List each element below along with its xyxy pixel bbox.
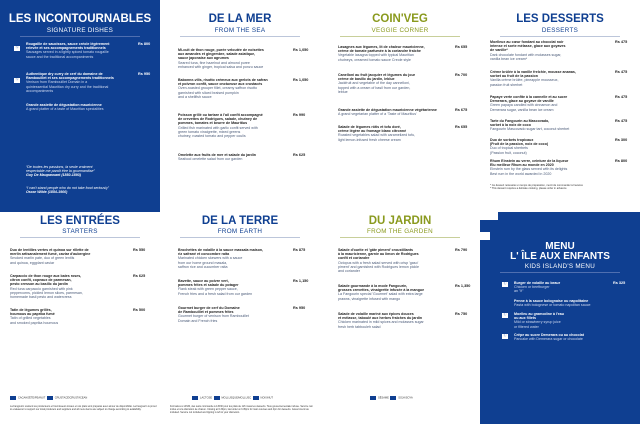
dessert-item-4[interactable]: Tarte du Fangourin au Mascovado, sorbet à la noix de coco Fangourin Mascovado sugar tart, coconut sherbet [490,119,570,132]
starters-panel [0,212,160,424]
veg-item-4[interactable]: Salade de légumes rôtis et tofu doré, crème légère au fromage blanc citronné Roasted vegetables salad with caramelized tofu, light lemon-infused fresh cheese cream [338,125,416,142]
price: Rs 475 [615,70,628,74]
price: Rs 300 [615,138,628,142]
sea-subtitle: FROM THE SEA [214,27,266,34]
price: Rs 950 [138,72,151,76]
signature-title: LES INCONTOURNABLES [8,13,152,25]
earth-item-2[interactable]: Bavette, sauce au poivre vert, pommes frites et salade du potager Flank steak with green pepper sauce, French fries and a fresh salad from our garden [178,279,253,296]
divider [340,36,460,37]
dessert-item-5[interactable]: Duo de sorbets tropicaux (Fruit de la passion, noix de coco) Duo of tropical sherbets (Passion fruit, coconut) [490,138,549,155]
starters-subtitle: STARTERS [62,228,98,235]
kids-item-1[interactable]: Burger de volaille au beaur Chicken or beefburger an "if" [514,281,561,294]
price: Rs 790 [455,248,468,252]
signature-panel [0,0,160,212]
earth-item-1[interactable]: Brochettes de volaille à la sauce massala maison, riz safrané et concombre raita Marinated chicken skewers with a sauce from our home ground masala, saffron rice and cucumber raita [178,248,264,269]
quote-1: “De toutes les passions, la seule vraiment respectable me paraît être la gourmandise” Guy De Maupassant (1850-1893) [26,165,95,178]
dessert-item-3[interactable]: Papaye verte confite à la cannelle et au sucre Demerara, glace au goyave de vanille Green papaya candied with cinnamon and Demerara sugar, vanilla bean ice cream [490,95,568,112]
veg-item-1[interactable]: Lasagnes aux légumes, lit de chaleur mauricienne, crème de tomate parfumée à la coriandre fraîche Vegetable lasagna topped with typical Mauritian chutneys, creamed tomato sauce Creole style [338,45,425,62]
signature-item-2[interactable]: Authentique dry curry de cerf du domaine de Rambouillet et ses accompagnements traditionnels Venison from Rambouillet Domain in a quintessential Mauritian dry curry and the traditional accompaniments [26,72,114,93]
starters-title: LES ENTRÉES [40,215,120,227]
price: Rs 990 [293,113,306,117]
price: Rs 1,050 [293,78,309,82]
divider [500,36,620,37]
price: Rs 500 [133,308,146,312]
price: Rs 1,050 [293,48,309,52]
divider [180,237,300,238]
garden-subtitle: FROM THE GARDEN [367,228,433,235]
price: Rs 875 [293,248,306,252]
price: Rs 625 [293,153,306,157]
price: Rs 625 [133,274,146,278]
signature-item-1[interactable]: Rougaille de saucisses, sauce créole légèrement relevée et ses accompagnements traditionnels Sausages served in a lightly spiced tomato rougaille sauce and the traditional accompaniments [26,42,110,59]
lactose-icon [192,396,198,400]
garden-item-2[interactable]: Salade gourmande à la mode Fangourin, grosses crevettes, vinaigrette infusée à la mangue La Fangourin special 'Gourmet' salad with extra large prawns, vinaigrette infused with mango [338,284,425,301]
garden-item-1[interactable]: Salade d'ourite et 'gâte piment' croustillants à la mauricienne, garnie au limon de Rodrigues confit et coriandre Octopus with a fresh salad served with crisp 'gaso' piment' and garnished with Rodrigues lemon pickle and coriander [338,248,419,274]
divider [20,237,140,238]
price: Rs 1,350 [455,284,471,288]
allergen-tag: Ⓢ [15,46,19,49]
price: Rs 325 [613,281,626,285]
starter-item-1[interactable]: Duo de lentilles vertes et quinoa sur rillette de merlin artisanalement fumé, caviar d'aubergine Smoked marlin pate, duo of green lentils and quinoa, eggplant caviar [10,248,91,265]
divider [20,36,140,37]
crustacean-icon [47,396,53,400]
dessert-note: * Ce dessert nécessite un temps de préparation, merci de commander à l'avance * This dessert requires a delicate cooking, please order in advance [490,184,583,191]
kids-subtitle: KIDS ISLAND'S MENU [524,263,596,270]
veg-panel [320,0,480,212]
veg-title: COIN'VEG [372,13,428,25]
allergen-tag: Ⓢ [15,78,19,81]
kids-title: MENU [545,241,575,252]
quote-2: “I can't stand people who do not take food seriously” Oscar Wilde (1854-1900) [26,186,109,195]
sesame-icon [370,396,376,400]
starter-item-3[interactable]: Tatin de légumes grillés, houmous au paprika fumé Tatin of grilled vegetables and smoked paprika houmous [10,308,59,325]
earth-panel [160,212,320,424]
divider [180,36,300,37]
signature-item-3[interactable]: Grande assiette de dégustation mauricienne A grand platter of a taste of Mauritian specialities [26,103,104,112]
veg-item-3[interactable]: Grande assiette de dégustation mauricienne végétarienne A grand vegetarian platter of a 'Taste of Mauritius' [338,108,437,117]
price: Rs 800 [138,42,151,46]
starter-item-2[interactable]: Carpaccio de thon rouge aux baies roses, citron confit, copeaux de parmesan, pesto cresson au basilic du jardin Red tuna carpaccio garnished with pink peppercorns, pickled lemon slices, parmesan, homemade basil pesto and watercress [10,274,83,300]
sea-item-1[interactable]: Mi-cuit de thon rouge, purée veloutée de noisettes aux amandes et gingembre, salade asiatique, sauce japonaise aux agrumes Seared tuna, fine hazelnut and almond puree enhanced with ginger, tropical salsa and ponzu sauce [178,48,264,69]
kids-item-2[interactable]: Penne à la sauce bolognaise ou napolitaine Pasta with bolognese or tomato napolitan sauce [514,299,591,308]
price: Rs 475 [615,119,628,123]
footer-note-left: La Fangourin soutient les producteurs et fournisseurs locaux et nos plats sont préparés avec amour de disponibilité. La Fangourin is proud to endeavour to support our local producers and suppliers and all menu items are subject to change according to availability. [10,405,157,411]
garden-item-3[interactable]: Salade de volaille mariné aux épices douces et mélasse, taboulé aux herbes fraîches du jardin Chicken marinated in mild spices and molasses sugar fresh herb tabbouleh salad [338,312,424,329]
signature-subtitle: SIGNATURE DISHES [46,27,114,34]
dessert-item-6[interactable]: Rhum Einstein au verre, ceinture de la liqueur Elu meilleur Rhum au monde en 2020 Einstein rum by the glass served with its delights Best rum in the world awarded in 2020 [490,159,569,176]
veg-subtitle: VEGGIE CORNER [371,27,429,34]
earth-item-3[interactable]: Gourmet burger de cerf du Domaine de Rambouillet et pommes frites Gourmet burger of venison from Rambouillet Domain and French fries [178,306,249,323]
sea-item-4[interactable]: Omelette aux fruits de mer et salade du jardin Seafood omelette salad from our garden [178,153,256,162]
soya-icon [390,396,396,400]
divider [340,237,460,238]
allergen-tag: Ⓛ [503,282,507,285]
sea-panel [160,0,320,212]
dessert-item-1[interactable]: Moelleux au cœur fondant au chocolat noir intense et sorte mélasse, glace aux goyaves de vanille* Dark chocolate fondant with molasses sugar, vanilla bean ice cream* [490,40,566,61]
price: Rs 800 [615,159,628,163]
garden-title: DU JARDIN [368,215,432,227]
price: Rs 655 [455,45,468,49]
footer-note-mid: Formaires à 14h30, des tests commande à 13h30 pour les plats de 12h mass les desserts. Tous gouvernementale incluse. Service non inclus et à la discrétion de chacun. Closing at 6.30pm, last order at 3.45pm for main courses and 4pm for desserts. Government tax included. Service not included and tipping is left to your discretion. [170,405,313,414]
nut-icon [253,396,259,400]
price: Rs 475 [615,40,628,44]
price: Rs 475 [615,95,628,99]
sea-title: DE LA MER [208,13,272,25]
earth-subtitle: FROM EARTH [217,228,263,235]
price: Rs 700 [455,73,468,77]
sea-item-2[interactable]: Babonne-vilis, risotto crémeux aux grelots de safran et poivron confit, sauce onctueuse aux crustacés Oven-roasted grouper fillet, creamy saffron risotto garnished with sliced braised pumpkin and a shellfish sauce [178,78,268,99]
sea-item-3[interactable]: Poisson grillé ou tartare à l'ail confit accompagné de crevettes de Rodrigues, salade, chutney de pommes, tomates et beurre de Mauritius Grilled fish marinated with garlic confit served with green tomato vinaigrette, mixed greens chutney, roasted tomato and pepper coulis [178,113,263,139]
desserts-panel [480,0,640,212]
price: Rs 750 [455,312,468,316]
kids-item-4[interactable]: Crêpe au sucre Demerara ou au chocolat Pancake with Demerara sugar or chocolate [514,333,584,342]
legend: LACTOSE MOLLUSQUE/MOLLUSC NOIX/NUT [192,396,320,400]
legend: CACAHOÈTE/PEANUT CRUSTACÉ/CRUSTACEAN [10,396,160,400]
mollusc-icon [214,396,220,400]
garden-panel [320,212,480,424]
dessert-item-2[interactable]: Crème brûlée à la vanille frelchie, mousse ananas, sorbet au fruit de la passion Vanilla crème brûlée, pineapple mousseux, passion fruit sherbet [490,70,576,87]
earth-title: DE LA TERRE [201,215,279,227]
decor-block [480,232,490,240]
legend: SÉSAME SOJA/SOYA [370,396,480,400]
peanut-icon [10,396,16,400]
allergen-tag: Ⓛ [503,334,507,337]
price: Rs 655 [455,125,468,129]
desserts-subtitle: DESSERTS [541,27,579,34]
price: Rs 1,150 [293,279,309,283]
allergen-tag: Ⓛ [503,313,507,316]
decor-block [480,212,498,220]
kids-panel [480,212,640,424]
price: Rs 550 [133,248,146,252]
desserts-title: LES DESSERTS [516,13,604,25]
price: Rs 675 [455,108,468,112]
kids-title-2: L' ÎLE AUX ENFANTS [510,251,610,262]
price: Rs 950 [293,306,306,310]
kids-item-3[interactable]: Moelleu au gramodine à l'eau ou aux fillets Mild or strawberry syrup juice or filtered water [514,312,564,329]
veg-item-2[interactable]: Canelloni au fruit jacquier et légumes du jour crème de basilic du jardin, leblue Jackfruit and vegetable of the day cannelloni, topped with a cream of basil from our garden, leblue [338,73,416,94]
divider [500,272,620,273]
